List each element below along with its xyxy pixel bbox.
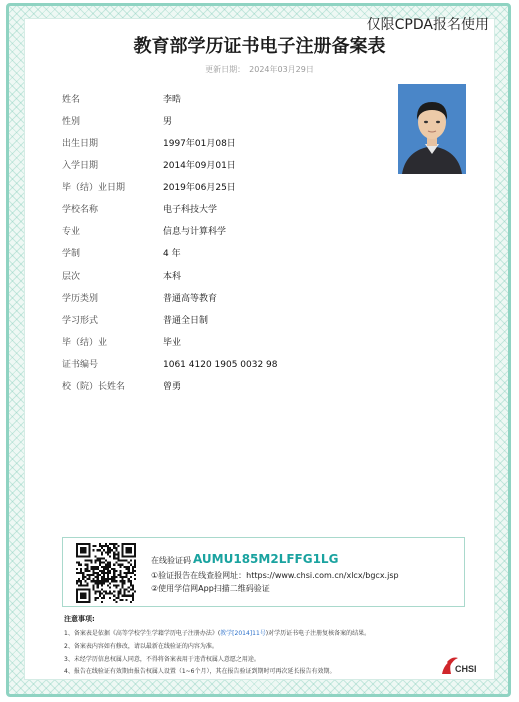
update-date-label: 更新日期： bbox=[205, 65, 246, 74]
verification-code-label: 在线验证码 bbox=[151, 556, 191, 565]
note-item bbox=[64, 628, 370, 637]
field-label: 学习形式 bbox=[62, 316, 99, 326]
update-date bbox=[0, 64, 519, 75]
field-value: 4 年 bbox=[163, 249, 181, 259]
verification-code-line bbox=[151, 552, 338, 566]
field-value: 1997年01月08日 bbox=[163, 139, 236, 149]
regulation-link[interactable]: 教学[2014]11号 bbox=[220, 630, 266, 637]
verification-app-line: ②使用学信网App扫描二维码验证 bbox=[151, 584, 270, 593]
field-value: 1061 4120 1905 0032 98 bbox=[163, 360, 278, 370]
verification-url-line: ①验证报告在线查验网址：https://www.chsi.com.cn/xlcx/bgcx.jsp bbox=[151, 571, 399, 580]
field-value: 普通高等教育 bbox=[163, 294, 218, 304]
verification-code: AUMU185M2LFFG1LG bbox=[193, 552, 339, 566]
field-value: 信息与计算科学 bbox=[163, 227, 227, 237]
note-item: 4、报告在线验证有效期由报告权属人设置（1~6个月），其在报告验证到期时可再次延长报告有效期。 bbox=[64, 668, 336, 675]
note-text: )对学历证书电子注册复核备案的结果。 bbox=[265, 630, 371, 637]
field-label: 学制 bbox=[62, 249, 81, 259]
watermark-text: 仅限CPDA报名使用 bbox=[366, 17, 489, 33]
field-value: 2014年09月01日 bbox=[163, 161, 236, 171]
field-label: 姓名 bbox=[62, 95, 81, 105]
field-value: 曾勇 bbox=[163, 382, 182, 392]
field-label: 学校名称 bbox=[62, 205, 99, 215]
update-date-value: 2024年03月29日 bbox=[249, 65, 314, 74]
field-value: 电子科技大学 bbox=[163, 205, 218, 215]
field-label: 专业 bbox=[62, 227, 81, 237]
field-label: 性别 bbox=[62, 117, 81, 127]
verification-box bbox=[62, 537, 465, 607]
field-label: 层次 bbox=[62, 272, 81, 282]
qr-code[interactable] bbox=[76, 543, 136, 603]
field-label: 校（院）长姓名 bbox=[62, 382, 126, 392]
field-value: 李晧 bbox=[163, 95, 182, 105]
field-label: 学历类别 bbox=[62, 294, 99, 304]
field-label: 毕（结）业日期 bbox=[62, 183, 126, 193]
note-text: 1、备案表是依据《高等学校学生学籍学历电子注册办法》( bbox=[64, 630, 221, 637]
field-label: 毕（结）业 bbox=[62, 338, 108, 348]
field-value: 男 bbox=[163, 117, 173, 127]
notes-title: 注意事项: bbox=[64, 615, 95, 623]
field-label: 入学日期 bbox=[62, 161, 99, 171]
note-item: 2、备案表内容如有修改，请以最新在线验证的内容为准。 bbox=[64, 643, 218, 650]
field-value: 本科 bbox=[163, 272, 182, 282]
field-label: 出生日期 bbox=[62, 139, 99, 149]
page-title: 教育部学历证书电子注册备案表 bbox=[133, 36, 386, 57]
id-photo bbox=[398, 84, 466, 174]
note-item: 3、未经学历信息权属人同意，不得将备案表用于违背权属人意愿之用途。 bbox=[64, 656, 260, 663]
field-value: 2019年06月25日 bbox=[163, 183, 236, 193]
field-value: 毕业 bbox=[163, 338, 182, 348]
chsi-logo-text: CHSI bbox=[455, 664, 477, 674]
field-value: 普通全日制 bbox=[163, 316, 209, 326]
field-label: 证书编号 bbox=[62, 360, 99, 370]
